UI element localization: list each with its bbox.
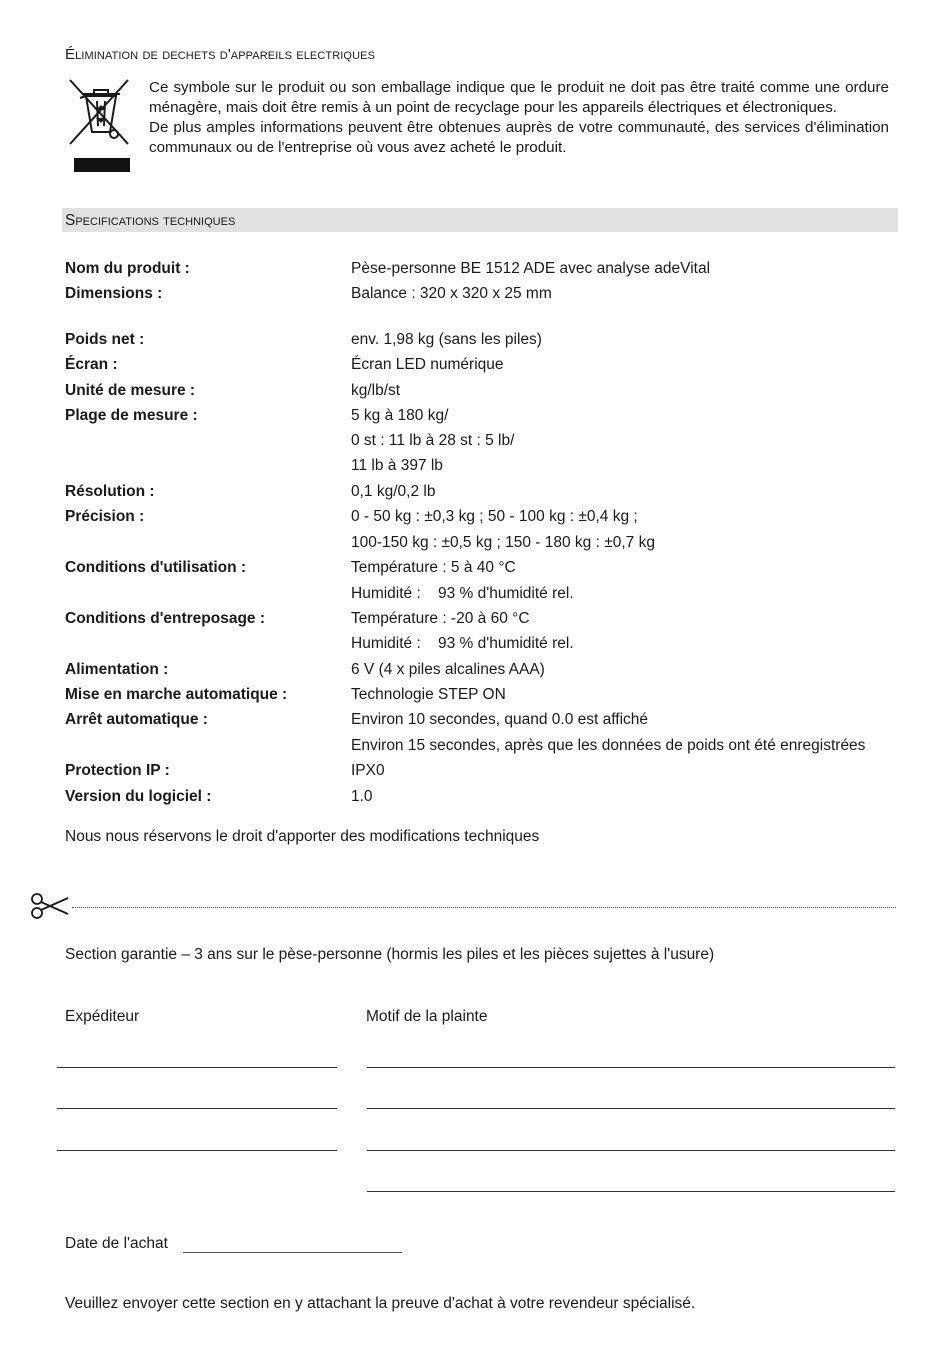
spec-label: Dimensions : xyxy=(65,285,163,302)
spec-value: Environ 10 secondes, quand 0.0 est affiché xyxy=(351,711,649,728)
spec-value: Technologie STEP ON xyxy=(351,686,506,703)
spec-value: Température : -20 à 60 °C xyxy=(351,610,530,627)
spec-value: Humidité : 93 % d'humidité rel. xyxy=(351,635,574,652)
spec-value: Pèse-personne BE 1512 ADE avec analyse adeVital xyxy=(351,260,711,277)
complaint-line-4[interactable] xyxy=(367,1191,895,1192)
disposal-title: Élimination de dechets d'appareils electriques xyxy=(65,46,376,63)
disposal-paragraph-1: Ce symbole sur le produit ou son emballage indique que le produit ne doit pas être traité comme une ordure ménagère, mais doit être remis à un point de recyclage pour les appareils électriques et électroniques. xyxy=(149,79,889,116)
spec-value: Température : 5 à 40 °C xyxy=(351,559,516,576)
spec-label: Poids net : xyxy=(65,331,145,348)
complaint-line-3[interactable] xyxy=(367,1150,895,1151)
spec-value: IPX0 xyxy=(351,762,385,779)
spec-label: Protection IP : xyxy=(65,762,170,779)
spec-value: Écran LED numérique xyxy=(351,356,504,373)
spec-value: kg/lb/st xyxy=(351,382,401,399)
sender-line-3[interactable] xyxy=(57,1150,337,1151)
spec-label: Alimentation : xyxy=(65,661,169,678)
warranty-title: Section garantie – 3 ans sur le pèse-personne (hormis les piles et les pièces sujettes à l'usure) xyxy=(65,946,715,963)
spec-value: 1.0 xyxy=(351,788,373,805)
spec-value: 0 - 50 kg : ±0,3 kg ; 50 - 100 kg : ±0,4 kg ; xyxy=(351,508,638,525)
spec-label: Plage de mesure : xyxy=(65,407,198,424)
spec-value: env. 1,98 kg (sans les piles) xyxy=(351,331,542,348)
spec-label: Conditions d'entreposage : xyxy=(65,610,266,627)
complaint-line-2[interactable] xyxy=(367,1108,895,1109)
spec-value: Humidité : 93 % d'humidité rel. xyxy=(351,585,574,602)
technical-note: Nous nous réservons le droit d'apporter des modifications techniques xyxy=(65,828,540,845)
spec-value: 5 kg à 180 kg/ xyxy=(351,407,449,424)
crossed-out-wheelie-bin-icon xyxy=(66,74,132,178)
spec-label: Résolution : xyxy=(65,483,155,500)
purchase-date-label: Date de l'achat xyxy=(65,1235,168,1252)
spec-label: Conditions d'utilisation : xyxy=(65,559,247,576)
scissors-icon xyxy=(30,892,70,920)
cut-line xyxy=(72,907,896,908)
purchase-date-line[interactable] xyxy=(183,1252,402,1253)
complaint-line-1[interactable] xyxy=(367,1067,895,1068)
sender-line-2[interactable] xyxy=(57,1108,337,1109)
disposal-text xyxy=(149,78,889,158)
spec-value: 11 lb à 397 lb xyxy=(351,457,443,474)
spec-label: Écran : xyxy=(65,356,118,373)
sender-line-1[interactable] xyxy=(57,1067,337,1068)
spec-label: Version du logiciel : xyxy=(65,788,212,805)
spec-label: Nom du produit : xyxy=(65,260,190,277)
spec-value: Balance : 320 x 320 x 25 mm xyxy=(351,285,552,302)
spec-value: Environ 15 secondes, après que les données de poids ont été enregistrées xyxy=(351,737,866,754)
spec-title: Specifications techniques xyxy=(65,212,236,229)
disposal-paragraph-2: De plus amples informations peuvent être obtenues auprès de votre communauté, des services d'élimination communaux ou de l'entreprise où vous avez acheté le produit. xyxy=(149,119,889,156)
spec-label: Précision : xyxy=(65,508,145,525)
spec-value: 6 V (4 x piles alcalines AAA) xyxy=(351,661,545,678)
spec-value: 100-150 kg : ±0,5 kg ; 150 - 180 kg : ±0,7 kg xyxy=(351,534,655,551)
sender-label: Expéditeur xyxy=(65,1008,140,1025)
footer-note: Veuillez envoyer cette section en y attachant la preuve d'achat à votre revendeur spécialisé. xyxy=(65,1295,696,1312)
spec-label: Mise en marche automatique : xyxy=(65,686,288,703)
spec-label: Unité de mesure : xyxy=(65,382,196,399)
spec-label: Arrêt automatique : xyxy=(65,711,208,728)
spec-value: 0 st : 11 lb à 28 st : 5 lb/ xyxy=(351,432,515,449)
spec-value: 0,1 kg/0,2 lb xyxy=(351,483,436,500)
complaint-label: Motif de la plainte xyxy=(366,1008,488,1025)
